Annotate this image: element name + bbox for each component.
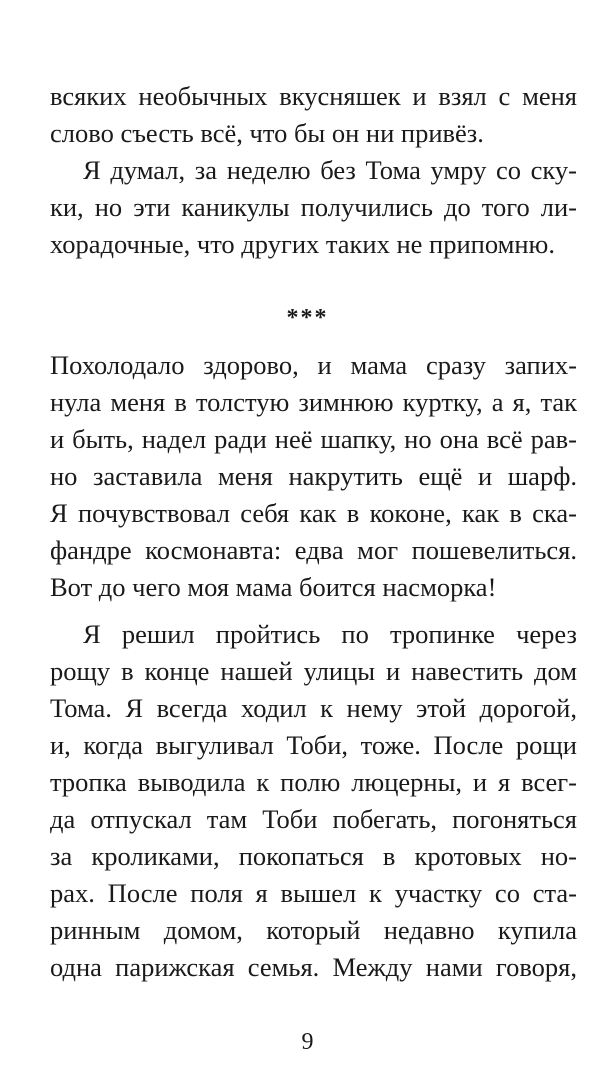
text-line: одна парижская семья. Между нами говоря, (50, 952, 577, 982)
text-line: ки, но эти каникулы получились до того ли- (50, 192, 577, 222)
text-line: всяких необычных вкусняшек и взял с меня (50, 81, 577, 111)
text-line: Я решил пройтись по тропинке через (83, 619, 577, 649)
text-line: Тома. Я всегда ходил к нему этой дорогой, (50, 693, 577, 723)
text-line: слово съесть всё, что бы он ни привёз. (50, 118, 484, 148)
paragraph (50, 152, 577, 263)
page-number: 9 (301, 1029, 314, 1055)
text-line: и быть, надел ради неё шапку, но она всё рав- (50, 424, 577, 454)
text-line: и, когда выгуливал Тоби, тоже. После рощи (50, 730, 577, 760)
paragraph (50, 616, 577, 986)
text-line: рах. После поля я вышел к участку со ста- (50, 878, 577, 908)
paragraph-continuation (50, 78, 577, 152)
text-line: но заставила меня накрутить ещё и шарф. (50, 461, 577, 491)
text-line: нула меня в толстую зимнюю куртку, а я, так (50, 387, 577, 417)
paragraph (50, 347, 577, 606)
text-line: рощу в конце нашей улицы и навестить дом (50, 656, 577, 686)
text-line: фандре космонавта: едва мог пошевелиться. (50, 535, 577, 565)
text-line: Я почувствовал себя как в коконе, как в ска- (50, 498, 577, 528)
text-line: Вот до чего моя мама боится насморка! (50, 572, 497, 602)
text-line: за кроликами, покопаться в кротовых но- (50, 841, 577, 871)
text-line: ринным домом, который недавно купила (50, 915, 577, 945)
text-line: Похолодало здорово, и мама сразу запих- (50, 350, 577, 380)
text-line: тропка выводила к полю люцерны, и я всег- (50, 767, 577, 797)
section-separator: *** (286, 305, 329, 331)
text-line: Я думал, за неделю без Тома умру со ску- (83, 155, 577, 185)
text-line: да отпускал там Тоби побегать, погоняться (50, 804, 577, 834)
text-line: хорадочные, что других таких не припомню. (50, 229, 555, 259)
